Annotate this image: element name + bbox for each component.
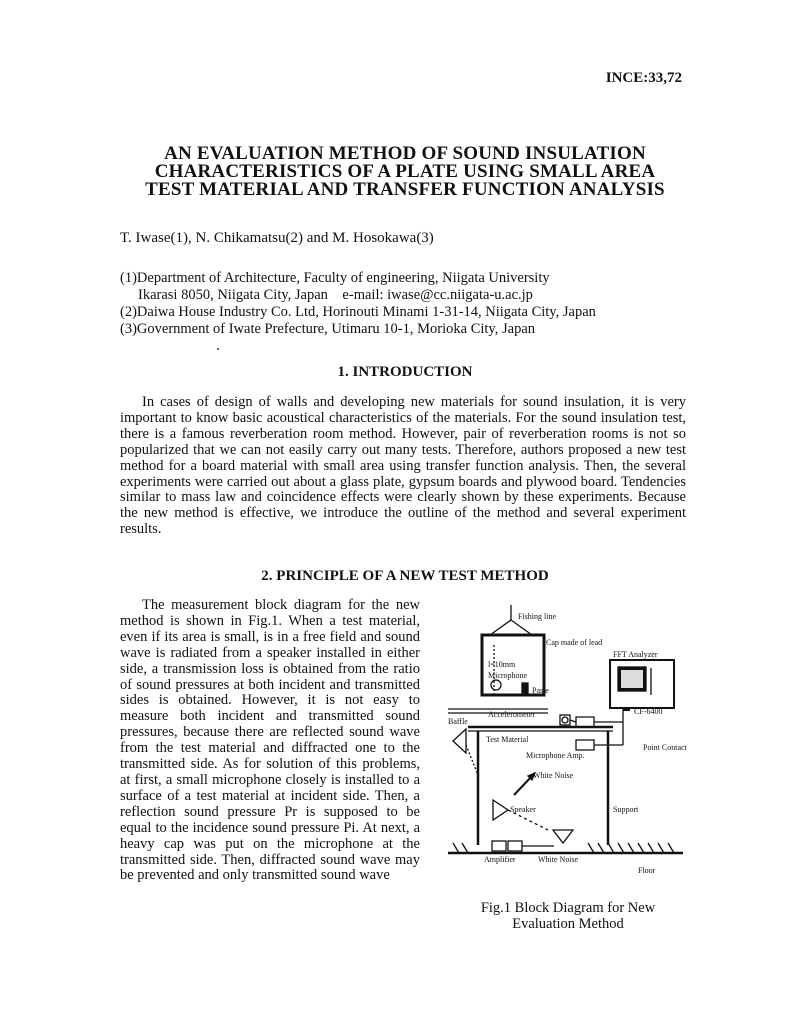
mic-amp-icon <box>576 740 594 750</box>
title-line-1: AN EVALUATION METHOD OF SOUND INSULATION <box>164 143 646 164</box>
microphone-top-icon <box>491 680 501 690</box>
affiliation-1-address: Ikarasi 8050, Niigata City, Japan e-mail: iwase@cc.niigata-u.ac.jp <box>138 287 533 303</box>
affiliation-1: (1)Department of Architecture, Faculty of engineering, Niigata University <box>120 270 550 286</box>
fig-label-baffle: Baffle <box>448 717 468 726</box>
section-1-text <box>120 395 686 538</box>
principle-paragraph: The measurement block diagram for the new method is shown in Fig.1. When a test material, even if its area is small, is in a free field and sound wave is radiated from a speaker installed in either side, a transmission loss is obtained from the ratio of sound pressures at both incident and transmitted sides is obtained. However, it is not easy to measure both incident and transmitted sound pressures, because there are reflected sound wave from the test material and diffracted one to the transmitted side. As for solution of this problems, at first, a small microphone closely is installed to a surface of a test material at incident side. Then, a reflection sound pressure Pr is supposed to be equal to the incidence sound pressure Pi. At next, a heavy cap was put on the microphone at the transmitted side. Then, diffracted sound wave may be prevented and only transmitted sound wave <box>120 597 420 884</box>
fig-label-l10: l=10mm <box>488 660 516 669</box>
paper-title <box>100 145 710 199</box>
fig-label-amplifier: Amplifier <box>484 855 516 864</box>
white-noise-source-icon <box>553 830 573 843</box>
caption-line-1: Fig.1 Block Diagram for New <box>480 900 656 916</box>
fig-label-white-noise-bottom: White Noise <box>538 855 579 864</box>
block-diagram-figure <box>448 605 688 875</box>
affiliation-2: (2)Daiwa House Industry Co. Ltd, Horinouti Minami 1-31-14, Niigata City, Japan <box>120 304 596 320</box>
stray-dot <box>217 348 219 350</box>
figure-caption <box>448 900 688 932</box>
paper-reference: INCE:33,72 <box>605 70 682 86</box>
affiliations <box>120 270 596 338</box>
fig-label-white-noise: White Noise <box>533 771 574 780</box>
authors: T. Iwase(1), N. Chikamatsu(2) and M. Hosokawa(3) <box>120 230 434 246</box>
fig-label-paste: Paste <box>532 686 549 695</box>
section-1-heading: 1. INTRODUCTION <box>337 364 473 380</box>
fig-label-floor: Floor <box>638 866 656 875</box>
baffle-icon <box>453 729 466 753</box>
fig-label-microphone-top: Microphone <box>488 671 528 680</box>
speaker-icon <box>493 800 508 820</box>
title-line-2: CHARACTERISTICS OF A PLATE USING SMALL AREA <box>154 161 656 182</box>
fig-label-microphone-amp: Microphone Amp. <box>526 751 585 760</box>
title-line-3: TEST MATERIAL AND TRANSFER FUNCTION ANALYSIS <box>145 179 665 200</box>
fig-label-fft: FFT Analyzer <box>613 650 658 659</box>
fig-label-fishing-line: Fishing line <box>518 612 557 621</box>
caption-line-2: Evaluation Method <box>512 916 624 932</box>
section-2-text <box>120 598 420 884</box>
affiliation-3: (3)Government of Iwate Prefecture, Utimaru 10-1, Morioka City, Japan <box>120 321 535 337</box>
block-diagram-svg <box>448 605 688 875</box>
fig-label-support: Support <box>613 805 639 814</box>
fig-label-accelerometer: Accelerometer <box>488 710 536 719</box>
fig-label-point-contact: Point Contact <box>643 743 687 752</box>
fig-label-test-material: Test Material <box>486 735 529 744</box>
fig-label-cap: Cap made of lead <box>546 638 603 647</box>
fig-label-speaker: Speaker <box>510 805 536 814</box>
introduction-paragraph: In cases of design of walls and developing new materials for sound insulation, it is very important to know basic acoustical characteristics of the materials. For the sound insulation test, there is a famous reverberation room method. However, pair of reverberation rooms is not so popularized that we can not easily carry out many tests. Therefore, authors proposed a new test method for a board material with small area using transfer function analysis. Then, the several experiments were carried out about a glass plate, gypsum boards and plywood board. Tendencies similar to mass law and coincidence effects were clearly shown by these experiments. Because the new method is effective, we introduce the outline of the method and several experiment results. <box>120 394 686 538</box>
fig-label-cf: CF-6400 <box>634 707 663 716</box>
section-2-heading: 2. PRINCIPLE OF A NEW TEST METHOD <box>261 568 549 584</box>
